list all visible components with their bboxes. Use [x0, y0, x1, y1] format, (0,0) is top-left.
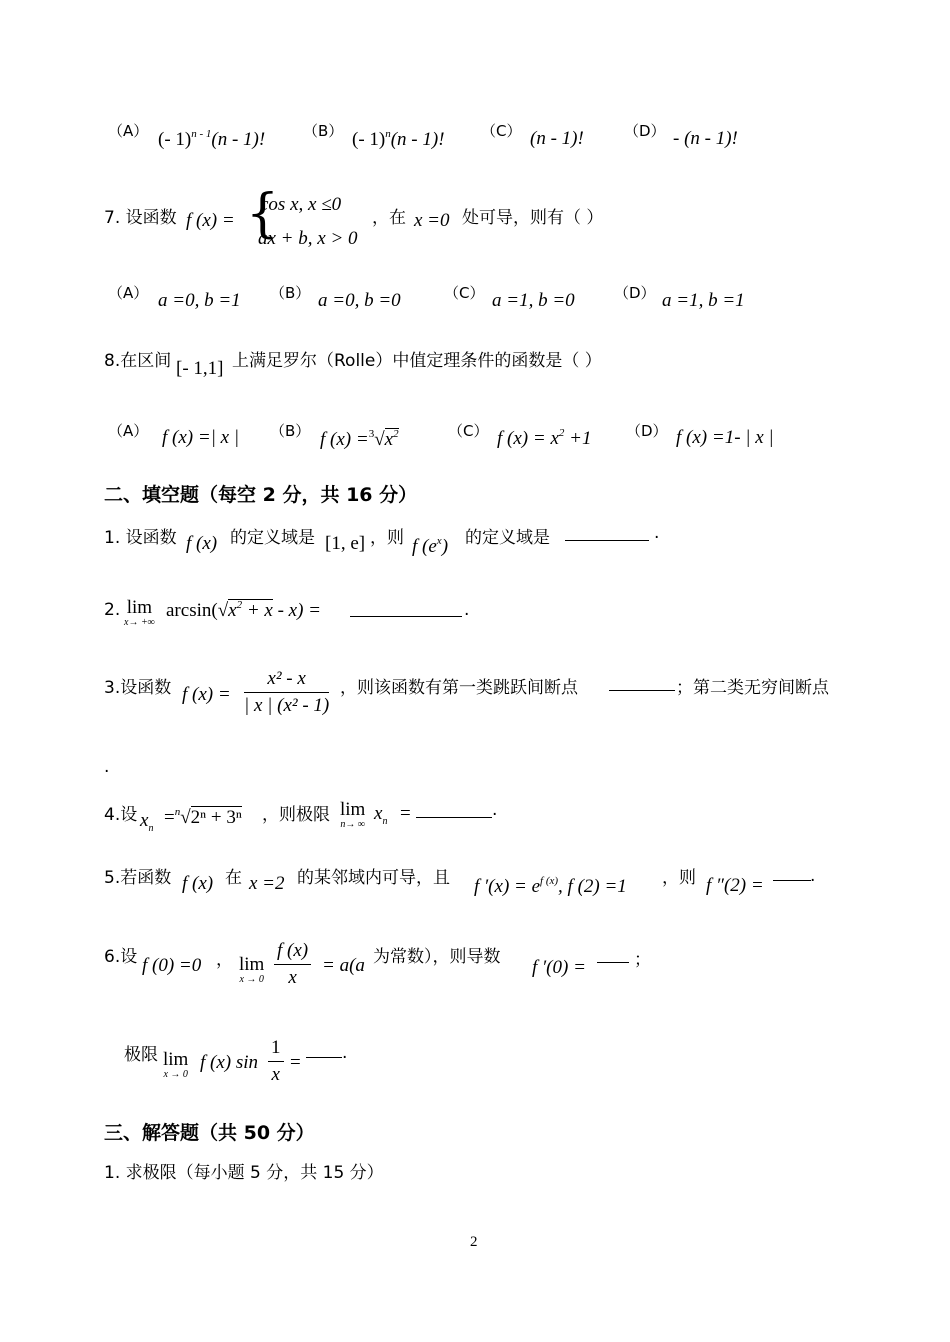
s2q4-end: .: [492, 800, 498, 820]
q7-point: x =0: [414, 210, 450, 231]
s2q6-eq2: =: [290, 1052, 301, 1073]
q8-interval: [- 1,1]: [176, 358, 224, 379]
s2q5-fx: f (x): [182, 873, 214, 894]
s2q2-expr: $\arcsin(√x^2 + x - x)$ =: [166, 599, 322, 621]
q7-stem: 7. 设函数: [104, 208, 177, 228]
q7-case2: ax + b, x > 0: [258, 228, 358, 249]
s2q4-answer-blank[interactable]: [416, 803, 492, 818]
q8-option-a-label: （A）: [108, 422, 149, 440]
s2q3-numerator: x² - x: [244, 668, 329, 693]
q6-option-b-expr: (- 1)$^n$(n - 1)!: [352, 128, 445, 150]
s2q1-fex: f $(e^x)$: [412, 535, 449, 557]
q6-option-b-label: （B）: [303, 122, 344, 140]
q6-option-d-expr: - (n - 1)!: [673, 128, 738, 149]
q8-option-a: f (x) =| x |: [162, 427, 240, 448]
s2q5-d: ，则: [662, 868, 696, 888]
s2q3-a: 3.设函数: [104, 678, 172, 698]
q7-tail: 处可导，则有（ ）: [462, 208, 604, 228]
q7-option-c: a =1, b =0: [492, 290, 575, 311]
s2q6-fraction: $\frac{f (x)}{x}$: [274, 940, 311, 989]
s2q5-cond: f $'(x) = e^{f (x)}$, f (2) =1: [474, 875, 627, 897]
q6-option-c-label: （C）: [481, 122, 522, 140]
s2q5-ask: f ″(2) =: [706, 875, 764, 896]
q6-option-a-expr: (- 1)$^{n - 1}$(n - 1)!: [158, 128, 266, 150]
s2q1-answer-blank[interactable]: [565, 526, 649, 541]
s2q6-answer-blank-2[interactable]: [306, 1045, 342, 1058]
q7-option-b-label: （B）: [270, 284, 311, 302]
s2q6-expr: f (x) sin: [200, 1052, 259, 1073]
s2q6-a: 6.设: [104, 947, 138, 967]
s2q1-fx: f (x): [186, 533, 218, 554]
s2q6-f0: f (0) =0: [142, 955, 202, 976]
s2q1-b: 的定义域是: [230, 528, 315, 548]
s2q1-end: .: [654, 523, 660, 543]
s2q3-fx: f (x) =: [182, 684, 231, 705]
s2q1-domain: [1, e]: [325, 533, 366, 554]
q6-option-c: [481, 120, 521, 141]
s2q1-a: 1. 设函数: [104, 528, 177, 548]
q7-option-d-label: （D）: [614, 284, 656, 302]
s2q5-answer-blank[interactable]: [773, 868, 811, 881]
page-number: 2: [470, 1234, 478, 1250]
q7-fx: f (x) =: [186, 210, 235, 231]
s2q2-end: .: [464, 600, 470, 620]
s2q1-c: ，则: [370, 528, 404, 548]
s2q4-xn2: $x_n$: [374, 803, 388, 827]
s2q2-num: 2.: [104, 600, 121, 620]
section3-heading: 三、解答题（共 50 分）: [104, 1122, 315, 1144]
s2q5-c: 的某邻域内可导，且: [297, 868, 450, 888]
s2q3-denominator: | x | (x² - 1): [244, 695, 330, 716]
s2q6-semi: ；: [634, 950, 651, 970]
s2q3-c: ；第二类无穷间断点: [676, 678, 829, 698]
s2q6-fraction-2: $\frac{1}{x}$: [268, 1037, 284, 1086]
q8-option-c: f $(x) = x^2 +1$: [497, 427, 592, 449]
s2q4-b: ，则极限: [262, 805, 330, 825]
q7-brace: {: [246, 184, 280, 244]
q6-option-b: [303, 120, 343, 141]
s2q3-answer-blank-1[interactable]: [609, 676, 675, 691]
s2q6-c: 极限: [124, 1045, 158, 1065]
q6-option-a-label: （A）: [108, 122, 149, 140]
s2q3-fraction: [244, 668, 329, 717]
q8-option-c-label: （C）: [448, 422, 489, 440]
section2-heading: 二、填空题（每空 2 分，共 16 分）: [104, 484, 418, 506]
s2q4-root-expr: =$^n$√2ⁿ + 3ⁿ: [164, 806, 242, 828]
q8-tail: 上满足罗尔（Rolle）中值定理条件的函数是（ ）: [232, 351, 602, 371]
s2q2-lim: lim x→ +∞: [124, 597, 155, 628]
q8-option-d-label: （D）: [626, 422, 668, 440]
q7-case1: cos x, x ≤0: [260, 194, 342, 215]
s2q6-eq: = a(a: [322, 955, 365, 976]
s2q6-lim: lim x → 0: [239, 954, 265, 985]
s2q5-b: 在: [225, 868, 242, 888]
s2q1-d: 的定义域是: [465, 528, 550, 548]
q6-option-a: [108, 120, 148, 141]
q6-option-c-expr: (n - 1)!: [530, 128, 584, 149]
q8-stem: 8.在区间: [104, 351, 172, 371]
q8-option-b-label: （B）: [270, 422, 311, 440]
q7-option-b: a =0, b =0: [318, 290, 401, 311]
q8-option-d: f (x) =1- | x |: [676, 427, 774, 448]
s2q6-ask: f ′(0) =: [532, 957, 586, 978]
s2q5-end: .: [810, 866, 816, 886]
s2q5-pt: x =2: [249, 873, 285, 894]
s2q6-end: .: [342, 1043, 348, 1063]
s2q6-answer-blank-1[interactable]: [597, 950, 629, 963]
s2q4-eq2: =: [400, 803, 411, 824]
s2q6-b: 为常数），则导数: [373, 947, 501, 967]
q8-option-b: f $(x) =^3√x^2$: [320, 428, 399, 450]
s2q3-b: ，则该函数有第一类跳跃间断点: [340, 678, 578, 698]
s2q6-lim2: lim x → 0: [163, 1049, 189, 1080]
s2q6-comma: ，: [216, 950, 233, 970]
q7-option-a: a =0, b =1: [158, 290, 241, 311]
q7-option-c-label: （C）: [444, 284, 485, 302]
s2q5-a: 5.若函数: [104, 868, 172, 888]
s2q4-xn: $x_n$: [140, 810, 154, 834]
s2q2-answer-blank[interactable]: [350, 602, 462, 617]
s2q4-a: 4.设: [104, 805, 138, 825]
s2q4-lim: lim n→ ∞: [340, 799, 366, 830]
q7-option-d: a =1, b =1: [662, 290, 745, 311]
q6-option-d-label: （D）: [624, 122, 666, 140]
q7-mid: ，在: [372, 208, 406, 228]
s2q3-period: .: [104, 757, 110, 777]
q7-option-a-label: （A）: [108, 284, 149, 302]
q6-option-d: [624, 120, 666, 141]
section3-q1: 1. 求极限（每小题 5 分，共 15 分）: [104, 1163, 384, 1183]
